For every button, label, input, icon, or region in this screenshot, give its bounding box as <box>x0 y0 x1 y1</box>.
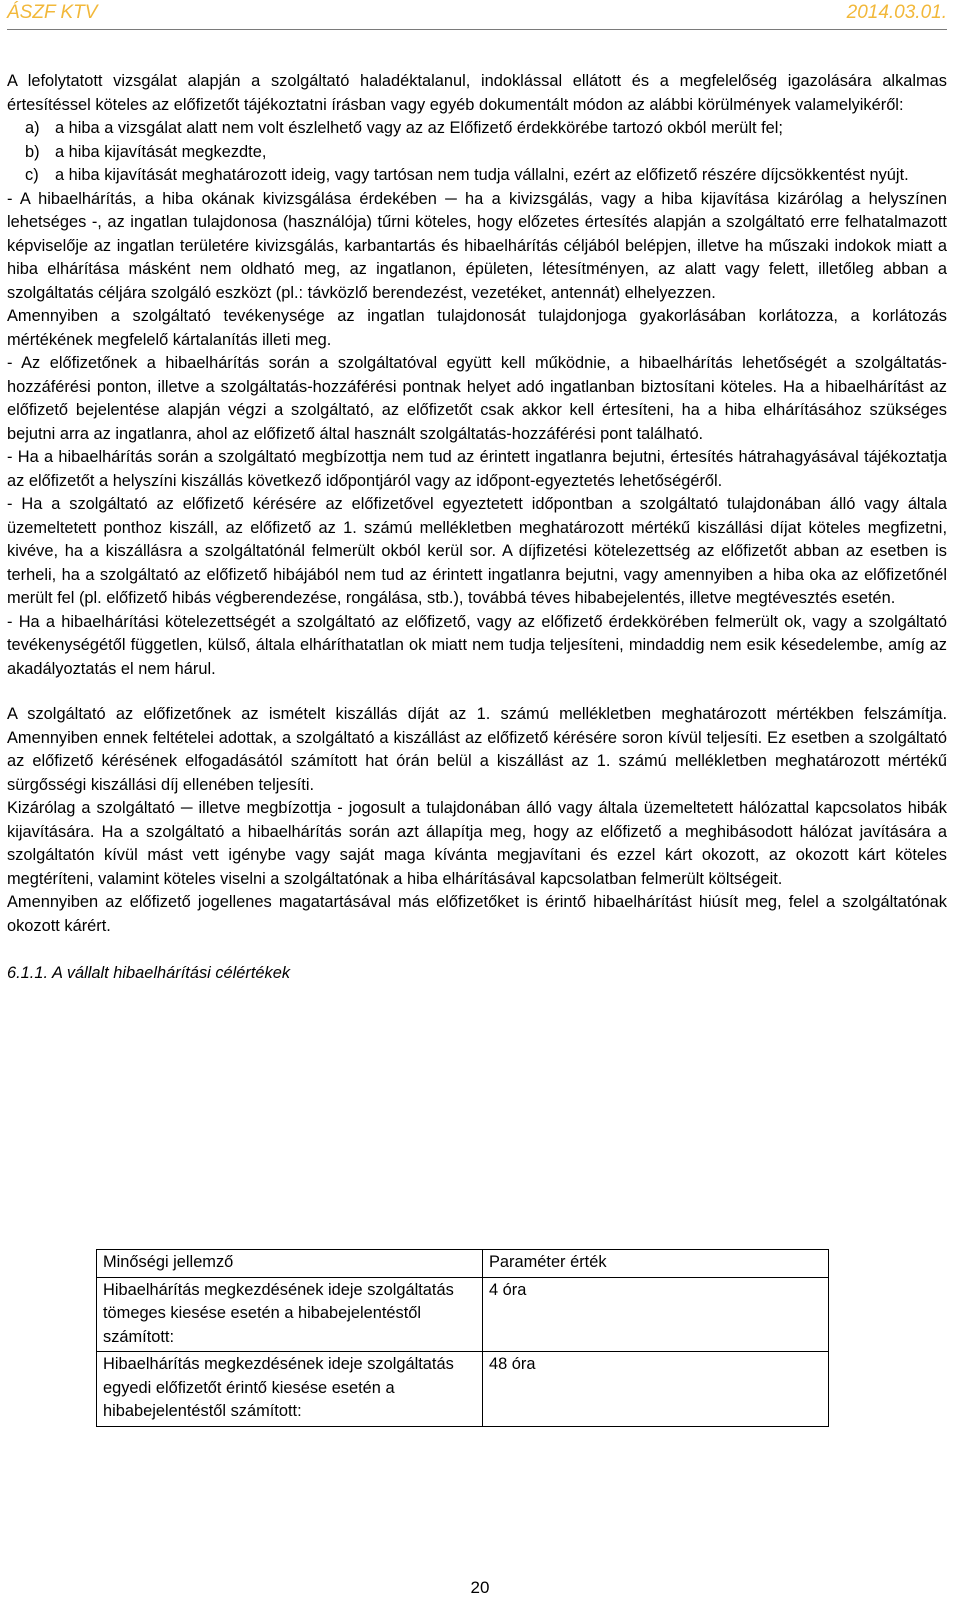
list-item <box>7 141 947 165</box>
list-item-text: a hiba kijavítását meghatározott ideig, vagy tartósan nem tudja vállalni, ezért az előfizető részére díjcsökkentést nyújt. <box>55 166 909 184</box>
table-cell: 48 óra <box>483 1352 829 1427</box>
table-row <box>97 1277 829 1352</box>
paragraph-callout-fee: - Ha a szolgáltató az előfizető kérésére az előfizetővel egyeztetett időpontban a szolgáltató tulajdonában álló vagy általa üzemeltetett ponthoz kiszáll, az előfizető az 1. számú mellékletben meghatározott mértékű kiszállási díjat köteles megfizetni, kivéve, ha a kiszállásra a szolgáltatónál felmerült okból kerül sor. A díjfizetési kötelezettség az előfizetőt abban az esetben is terheli, ha a szolgáltató az előfizető hibájából nem tud az érintett ingatlanra bejutni, vagy amennyiben a hiba oka az előfizetőnél merült fel (pl. előfizető hibás végberendezése, rongálása, stb.), továbbá téves hibabejelentés, illetve megtévesztés esetén. <box>7 495 947 607</box>
page-header <box>7 2 947 34</box>
paragraph-compensation: Amennyiben a szolgáltató tevékenysége az ingatlan tulajdonosát tulajdonjoga gyakorlásában korlátozza, a korlátozás mértékének megfelelő kártalanítás illeti meg. <box>7 307 947 349</box>
header-doc-title: ÁSZF KTV <box>7 2 98 23</box>
paragraph-exclusive-repair: Kizárólag a szolgáltató ─ illetve megbízottja - jogosult a tulajdonában álló vagy általa üzemeltetett hálózattal kapcsolatos hibák kijavítására. Ha a szolgáltató a hibaelhárítás során azt állapítja meg, hogy az előfizető a meghibásodott hálózat javítására a szolgáltatón kívül mást vett igénybe vagy saját maga kívánta megjavítani és ezzel kárt okozott, az okozott kárt köteles megtéríteni, valamint köteles viselni a szolgáltatónak a hiba elhárításával kapcsolatban felmerült költségeit. <box>7 799 947 888</box>
list-marker: b) <box>25 142 40 161</box>
list-item-text: a hiba a vizsgálat alatt nem volt észlelhető vagy az az Előfizető érdekkörébe tartozó okból merült fel; <box>55 119 783 137</box>
document-body <box>7 70 947 986</box>
table-cell: 4 óra <box>483 1277 829 1352</box>
table-header-cell: Paraméter érték <box>483 1250 829 1278</box>
table-cell: Hibaelhárítás megkezdésének ideje szolgáltatás egyedi előfizetőt érintő kiesése esetén a hibabejelentéstől számított: <box>97 1352 483 1427</box>
table-row <box>97 1352 829 1427</box>
list-item-text: a hiba kijavítását megkezdte, <box>55 142 267 161</box>
list-marker: a) <box>25 119 40 137</box>
list-item <box>7 164 947 188</box>
header-divider <box>7 29 947 30</box>
list-item <box>7 117 947 141</box>
spacer <box>7 938 947 962</box>
list-marker: c) <box>25 166 39 184</box>
paragraph-liability: Amennyiben az előfizető jogellenes magatartásával más előfizetőket is érintő hibaelhárítást hiúsít meg, felel a szolgáltatónak okozott kárért. <box>7 893 947 935</box>
spacer <box>7 681 947 703</box>
page-number: 20 <box>470 1578 490 1597</box>
target-values-table <box>96 1249 829 1427</box>
table-header-row <box>97 1250 829 1278</box>
intro-paragraph: A lefolytatott vizsgálat alapján a szolgáltató haladéktalanul, indoklással ellátott és a megfelelőség igazolására alkalmas értesítéssel köteles az előfizetőt tájékoztatni írásban vagy egyéb dokumentált módon az alábbi körülmények valamelyikéről: <box>7 72 947 114</box>
circumstances-list <box>7 117 947 188</box>
section-heading: 6.1.1. A vállalt hibaelhárítási célértékek <box>7 964 291 982</box>
paragraph-cooperation: - Az előfizetőnek a hibaelhárítás során a szolgáltatóval együtt kell működnie, a hibaelhárítás lehetőségét a szolgáltatás-hozzáférési ponton, illetve a szolgáltatás-hozzáférési pontnak helyet adó ingatlanban biztosítani köteles. Ha a hibaelhárítást az előfizető bejelentése alapján végzi a szolgáltató, az előfizetőt csak akkor kell értesíteni, ha a hiba elhárításához szükséges bejutni arra az ingatlanra, ahol az előfizető által használt szolgáltatás-hozzáférési pont található. <box>7 354 947 443</box>
table-header-cell: Minőségi jellemző <box>97 1250 483 1278</box>
paragraph-repeat-callout: A szolgáltató az előfizetőnek az ismételt kiszállás díját az 1. számú mellékletben meghatározott mértékben felszámítja. Amennyiben ennek feltételei adottak, a szolgáltató a kiszállást az előfizető kérésére soron kívül teljesíti. Ez esetben a szolgáltató az előfizető kérésének elfogadásától számított hat órán belül a kiszállást az 1. számú mellékletben meghatározott mértékű sürgősségi kiszállási díj ellenében teljesíti. <box>7 705 947 794</box>
paragraph-delay: - Ha a hibaelhárítási kötelezettségét a szolgáltató az előfizető, vagy az előfizető érdekkörében felmerült ok, vagy a szolgáltató tevékenységétől független, külső, általa elháríthatatlan ok miatt nem tudja teljesíteni, mindaddig nem esik késedelembe, amíg az akadályoztatás el nem hárul. <box>7 612 947 678</box>
header-date: 2014.03.01. <box>846 2 947 23</box>
paragraph-site-access: - A hibaelhárítás, a hiba okának kivizsgálása érdekében ─ ha a kivizsgálás, vagy a hiba kijavítása kizárólag a helyszínen lehetséges -, az ingatlan tulajdonosa (használója) tűrni köteles, hogy előzetes értesítés alapján a szolgáltató erre felhatalmazott képviselője az ingatlan területére kivizsgálás, karbantartás és hibaelhárítás céljából belépjen, illetve ha műszaki indokok miatt a hiba elhárítása másként nem oldható meg, az ingatlanon, épületen, létesítményen, az alatt vagy felett, illetőleg abban a szolgáltatás céljára szolgáló eszközt (pl.: távközlő berendezést, vezetéket, antennát) elhelyezzen. <box>7 189 947 302</box>
table-cell: Hibaelhárítás megkezdésének ideje szolgáltatás tömeges kiesése esetén a hibabejelentéstől számított: <box>97 1277 483 1352</box>
paragraph-no-access: - Ha a hibaelhárítás során a szolgáltató megbízottja nem tud az érintett ingatlanra bejutni, értesítés hátrahagyásával tájékoztatja az előfizetőt a helyszíni kiszállás következő időpontjáról vagy az időpont-egyeztetés lehetőségéről. <box>7 448 947 490</box>
